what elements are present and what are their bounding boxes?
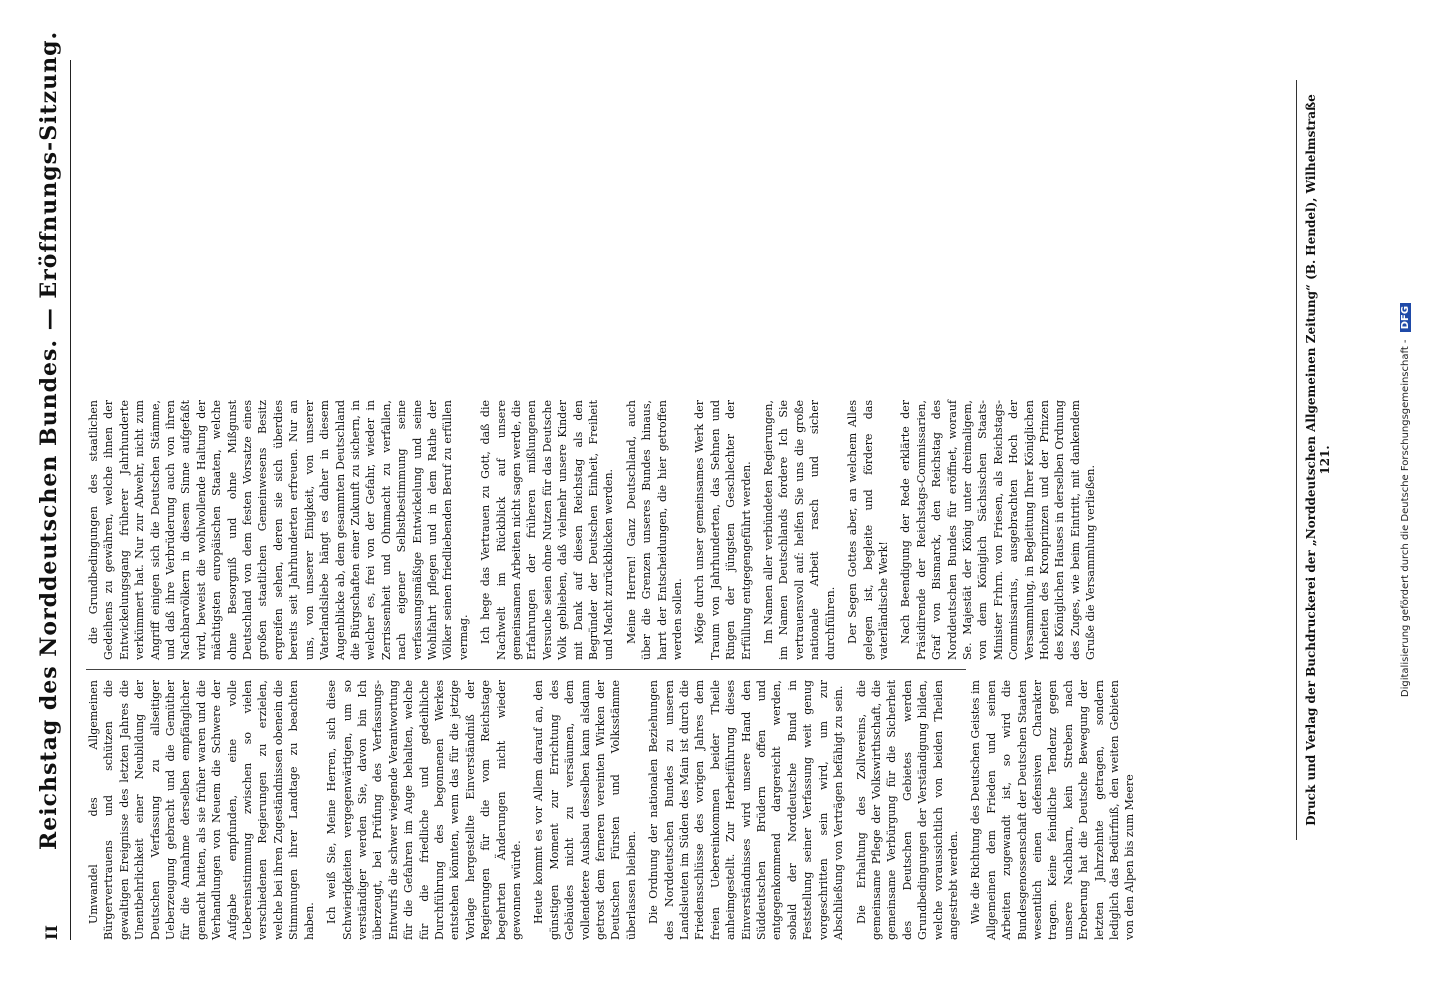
imprint-rule <box>1296 80 1297 840</box>
paragraph: Die Ordnung der nationalen Beziehungen des Norddeutschen Bundes zu unseren Landsleuten im Süden des Main ist durch die Friedensschlüsse des vorigen Jahres dem freien Uebereinkommen beider Theile anheimgestellt. Zur Herbeiführung dieses Einverständnisses wird unsere Hand den Süddeutschen Brüdern offen und entgegenkommend dargereicht werden, sobald der Norddeutsche Bund in Feststellung seiner Verfassung weit genug vorgeschritten sein wird, um zur Abschließung von Verträgen befähigt zu sein. <box>647 680 846 940</box>
digitization-text: Digitalisierung gefördert durch die Deutsche Forschungsgemeinschaft - <box>1400 339 1411 698</box>
column-divider <box>86 669 966 670</box>
paragraph: Möge durch unser gemeinsames Werk der Traum von Jahrhunderten, das Sehnen und Ringen der jüngsten Geschlechter der Erfüllung entgegengeführt werden. <box>693 400 753 660</box>
printer-imprint: Druck und Verlag der Buchdruckerei der „Norddeutschen Allgemeinen Zeitung“ (B. Hendel), Wilhelmstraße 121. <box>1304 94 1332 826</box>
paragraph: Heute kommt es vor Allem darauf an, den günstigen Moment zur Errichtung des Gebäudes nicht zu versäumen, dem vollendetere Ausbau desselben kann alsdann getrost dem ferneren vereinten Wirken der Deutschen Fürsten und Volksstämme überlassen bleiben. <box>532 680 638 940</box>
header-rule <box>70 60 71 940</box>
running-head: Reichstag des Norddeutschen Bundes. — Eröffnungs-Sitzung. <box>36 30 62 850</box>
paragraph: Ich hege das Vertrauen zu Gott, daß die Nachwelt im Rückblick auf unsere gemeinsamen Arbeiten nicht sagen werde, die Erfahrungen der früheren mißlungenen Versuche seien ohne Nutzen für das Deutsche Volk geblieben, daß vielmehr unsere Kinder mit Dank auf diesen Reichstag als den Begründer der Deutschen Einheit, Freiheit und Macht zurückblicken werden. <box>479 400 616 660</box>
paragraph: Im Namen aller verbündeten Regierungen, im Namen Deutschlands fordere Ich Sie vertrauensvoll auf: helfen Sie uns die große nationale Arbeit rasch und sicher durchführen. <box>762 400 837 660</box>
paragraph: Die Erhaltung des Zollvereins, die gemeinsame Pflege der Volkswirthschaft, die gemeinsame Verbürgung für die Sicherheit des Deutschen Gebietes werden Grundbedingungen der Verständigung bilden, welche voraussichtlich von beiden Theilen angestrebt werden. <box>854 680 960 940</box>
text-column-1 <box>86 680 1137 940</box>
text-column-2 <box>86 400 1098 660</box>
dfg-logo: DFG <box>1400 303 1411 332</box>
paragraph: Meine Herren! Ganz Deutschland, auch über die Grenzen unseres Bundes hinaus, harrt der Entscheidungen, die hier getroffen werden sollen. <box>624 400 685 660</box>
paragraph: Umwandel des Allgemeinen Bürgervertrauens und schützen die gewaltigen Ereignisse des letzten Jahres die Unentbehrlichkeit einer Neubildung der Deutschen Verfassung zu allseitiger Ueberzeugung gebracht und die Gemüther für die Annahme derselben empfänglicher gemacht hatten, als sie früher waren und die Verhandlungen von Neuem die Schwere der Aufgabe empfunden, eine volle Uebereinstimmung zwischen so vielen verschiedenen Regierungen zu erzielen, welche bei ihren Zugeständnissen obenein die Stimmungen ihrer Landtage zu beachten haben. <box>87 680 316 940</box>
paragraph: Nach Beendigung der Rede erklärte der Präsidirende der Reichstags-Commissarien, Graf von Bismarck, den Reichstag des Norddeutschen Bundes für eröffnet, worauf Se. Majestät der König unter dreimaligem, von dem Königlich Sächsischen Staats-Minister Frhrn. von Friesen, als Reichstags-Commissarius, ausgebrachten Hoch der Versammlung, in Begleitung Ihrer Königlichen Hoheiten des Kronprinzen und der Prinzen des Königlichen Hauses in derselben Ordnung des Zuges, wie beim Eintritt, mit dankendem Gruße die Versammlung verließen. <box>899 400 1098 660</box>
page-number: II <box>42 925 61 940</box>
paragraph: Wie die Richtung des Deutschen Geistes im Allgemeinen dem Frieden und seinen Arbeiten zugewandt ist, so wird die Bundesgenossenschaft der Deutschen Staaten wesentlich einen defensiven Charakter tragen. Keine feindliche Tendenz gegen unsere Nachbarn, kein Streben nach Eroberung hat die Deutsche Bewegung der letzten Jahrzehnte getragen, sondern lediglich das Bedürfniß, den weiten Gebieten von den Alpen bis zum Meere <box>969 680 1137 940</box>
paragraph: Ich weiß Sie, Meine Herren, sich diese Schwierigkeiten vergegenwärtigen, um so verständiger werden Sie, davon bin Ich überzeugt, bei Prüfung des Verfassungs-Entwurfs die schwer wiegende Verantwortung für die Gefahren im Auge behalten, welche für die friedliche und gedeihliche Durchführung des begonnenen Werkes entstehen könnten, wenn das für die jetzige Vorlage hergestellte Einverständniß der Regierungen für die vom Reichstage begehrten Änderungen nicht wieder gewonnen würde. <box>325 680 523 940</box>
paragraph: die Grundbedingungen des staatlichen Gedeihens zu gewähren, welche ihnen der Entwickelungsgang früherer Jahrhunderte verkümmert hat. Nur zur Abwehr, nicht zum Angriff einigen sich die Deutschen Stämme, und daß ihre Verbrüderung auch von ihren Nachbarvölkern in diesem Sinne aufgefaßt wird, beweist die wohlwollende Haltung der mächtigsten europäischen Staaten, welche ohne Besorgniß und ohne Mißgunst Deutschland von dem festen Vorsatze eines großen staatlichen Gemeinwesens Besitz ergreifen sehen, deren sie sich überdies bereits seit Jahrhunderten erfreuen. Nur an uns, von unserer Einigkeit, von unserer Vaterlandsliebe hängt es daher in diesem Augenblicke ab, dem gesammten Deutschland die Bürgschaften einer Zukunft zu sichern, in welcher es, frei von der Gefahr, wieder in Zerrissenheit und Ohnmacht zu verfallen, nach eigener Selbstbestimmung seine verfassungsmäßige Entwickelung und seine Wohlfahrt pflegen und in dem Rathe der Völker seinen friedliebenden Beruf zu erfüllen vermag. <box>87 400 470 660</box>
paragraph: Der Segen Gottes aber, an welchem Alles gelegen ist, begleite und fördere das vaterländische Werk! <box>846 400 890 660</box>
digitization-note <box>1400 0 1411 1000</box>
